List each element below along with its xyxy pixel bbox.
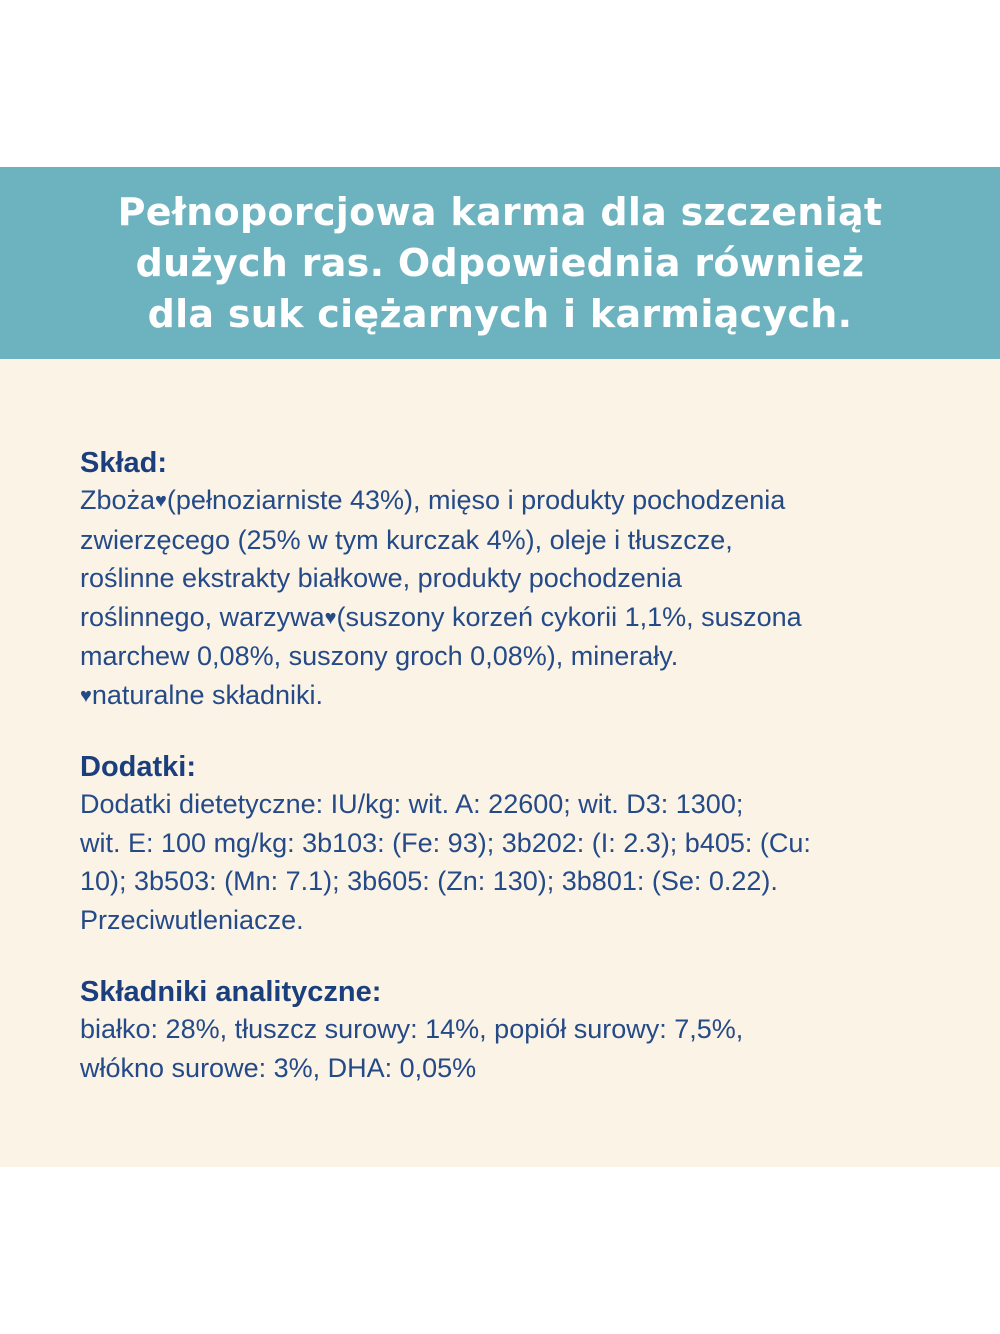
additives-section bbox=[80, 749, 940, 939]
natural-ingredients-note: naturalne składniki. bbox=[91, 679, 324, 710]
analytical-text: białko: 28%, tłuszcz surowy: 14%, popiół surowy: 7,5%, włókno surowe: 3%, DHA: 0,05% bbox=[80, 1014, 744, 1083]
composition-section bbox=[80, 445, 940, 715]
analytical-heading: Składniki analityczne: bbox=[80, 976, 382, 1008]
heart-icon: ♥ bbox=[324, 606, 337, 629]
heart-icon: ♥ bbox=[80, 684, 92, 707]
composition-text-part-2: (pełnoziarniste 43%), mięso i produkty pochodzenia zwierzęcego (25% w tym kurczak 4%), oleje i tłuszcze, roślinne ekstrakty białkowe, produkty pochodzenia roślinnego, warzywa bbox=[80, 485, 786, 632]
composition-text-part-3: (suszony korzeń cykorii 1,1%, suszona marchew 0,08%, suszony groch 0,08%), minerały. bbox=[80, 601, 802, 671]
composition-text bbox=[80, 481, 940, 715]
product-info-panel bbox=[0, 359, 1000, 1167]
additives-heading: Dodatki: bbox=[80, 751, 196, 783]
heart-icon: ♥ bbox=[155, 490, 167, 512]
analytical-section bbox=[80, 974, 940, 1087]
additives-text: Dodatki dietetyczne: IU/kg: wit. A: 22600; wit. D3: 1300; wit. E: 100 mg/kg: 3b103: (Fe: 93); 3b202: (I: 2.3); b405: (Cu: 10); 3b503: (Mn: 7.1); 3b605: (Zn: 130); 3b801: (Se: 0.22). Przeciwutleniacze. bbox=[80, 789, 811, 935]
title-banner bbox=[0, 167, 1000, 359]
composition-text-part-1: Zboża bbox=[80, 485, 156, 515]
composition-heading: Skład: bbox=[80, 447, 168, 479]
banner-title: Pełnoporcjowa karma dla szczeniąt dużych ras. Odpowiednia również dla suk ciężarnych i karmiących. bbox=[117, 189, 883, 336]
